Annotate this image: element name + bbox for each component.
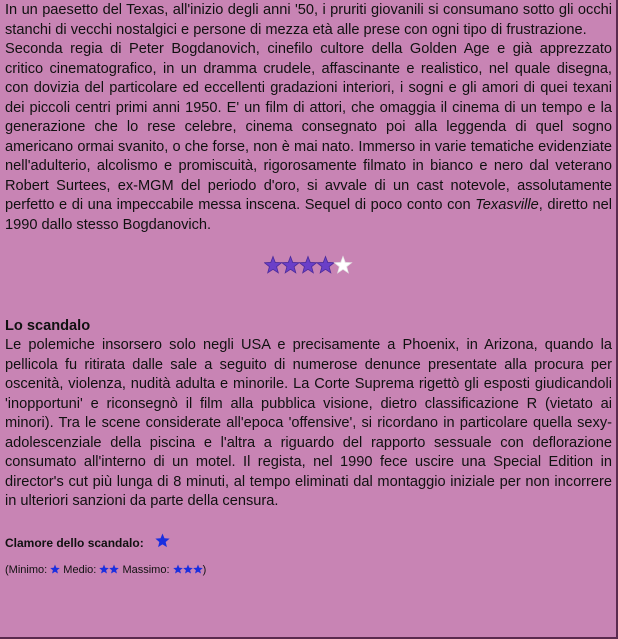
clamore-row bbox=[5, 533, 612, 553]
rating-stars-icon bbox=[264, 254, 354, 276]
scandal-legend bbox=[5, 563, 612, 577]
article bbox=[5, 1, 612, 577]
sequel-title: Texasville bbox=[475, 197, 539, 213]
blue-star-icon bbox=[110, 564, 120, 573]
rating-star-filled-icon bbox=[316, 257, 333, 273]
legend-massimo-label: Massimo: bbox=[122, 563, 170, 576]
review-body bbox=[5, 40, 612, 235]
rating-star-filled-icon bbox=[299, 257, 316, 273]
review-body-end: , diretto nel 1990 dallo stesso Bogdanovich. bbox=[5, 197, 612, 233]
legend-close: ) bbox=[202, 563, 207, 576]
legend-medio-label: Medio: bbox=[63, 563, 97, 576]
blue-star-icon bbox=[155, 533, 169, 547]
star-rating bbox=[5, 254, 612, 280]
clamore-star-icon bbox=[155, 533, 170, 553]
scandalo-text: Le polemiche insorsero solo negli USA e precisamente a Phoenix, in Arizona, quando la pellicola fu ritirata dalle sale a seguito di numerose denunce presentate alla procura per oscenità, violenza, nudità adulta e minorile. La Corte Suprema rigettò gli esposti giudicandoli 'inopportuni' e riconsegnò il film alla pubblica visione, dietro classificazione R (vietato ai minori). Tra le scene considerate all'epoca 'offensive', si ricordano in particolare quella sexy-adolescenziale della piscina e l'altra a riguardo del rapporto sessuale con deflorazione consumato all'interno di un motel. Il regista, nel 1990 fece uscire una Special Edition in director's cut più lunga di 8 minuti, al tempo eliminati dal montaggio iniziale per non incorrere in ulteriori sanzioni da parte della censura. bbox=[5, 337, 612, 509]
blue-stars-icon bbox=[99, 564, 119, 574]
blue-stars-icon bbox=[155, 533, 170, 548]
legend-max-star-icon bbox=[173, 564, 203, 576]
rating-star-empty-icon bbox=[334, 257, 351, 273]
review-intro: In un paesetto del Texas, all'inizio degli anni '50, i pruriti giovanili si consumano sotto gli occhi stanchi di vecchi nostalgici e persone di mezza età alle prese con ogni tipo di frustrazione. bbox=[5, 2, 612, 38]
blue-star-icon bbox=[193, 564, 203, 573]
blue-star-icon bbox=[173, 564, 183, 573]
blue-stars-icon bbox=[50, 564, 60, 574]
blue-star-icon bbox=[183, 564, 193, 573]
blue-star-icon bbox=[100, 564, 110, 573]
rating-star-filled-icon bbox=[264, 257, 281, 273]
blue-star-icon bbox=[50, 564, 60, 573]
rating-star-filled-icon bbox=[281, 257, 298, 273]
review-body-text: Seconda regia di Peter Bogdanovich, cinefilo cultore della Golden Age e già apprezzato critico cinematografico, in un dramma crudele, affascinante e realistico, nel quale disegna, con dovizia del particolare ed eccellenti gradazioni interiori, i sogni e gli amori di quei texani dei piccoli centri primi anni 1950. E' un film di attori, che omaggia il cinema di un tempo e la generazione che lo rese celebre, cinema consegnato poi alla leggenda di quel sogno americano ormai svanito, o che forse, non è mai nato. Immerso in varie tematiche evidenziate nell'adulterio, alcolismo e promiscuità, rigorosamente filmato in bianco e nero dal veterano Robert Surtees, ex-MGM del periodo d'oro, si avvale di un cast notevole, assolutamente perfetto e di una impeccabile messa inscena. Sequel di poco conto con bbox=[5, 41, 612, 213]
legend-minimo-label: (Minimo: bbox=[5, 563, 48, 576]
scandalo-heading: Lo scandalo bbox=[5, 318, 91, 334]
blue-stars-icon bbox=[173, 564, 203, 574]
legend-min-star-icon bbox=[50, 564, 60, 576]
legend-med-star-icon bbox=[99, 564, 119, 576]
clamore-label: Clamore dello scandalo: bbox=[5, 535, 144, 550]
